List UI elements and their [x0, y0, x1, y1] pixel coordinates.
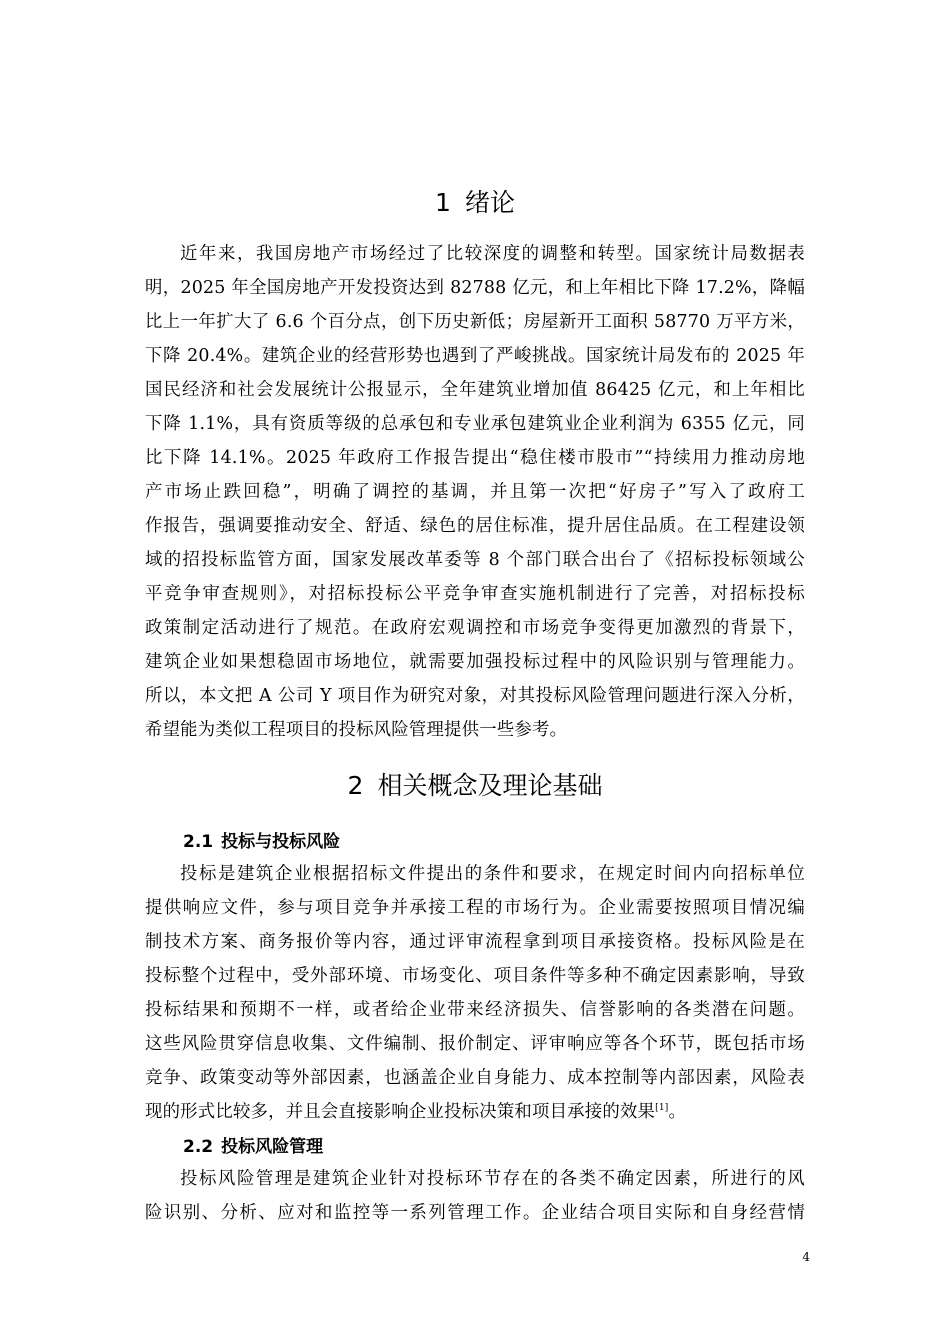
citation-ref[interactable]: [1]: [655, 1103, 669, 1114]
section-2-number: 2: [347, 771, 364, 800]
page-number: 4: [802, 1250, 810, 1264]
final-line-punct: 。: [668, 1102, 687, 1122]
section-1-paragraph: [145, 237, 805, 747]
subsection-2-1-title: 投标与投标风险: [221, 832, 341, 852]
paragraph-line: 投标整个过程中，受外部环境、市场变化、项目条件等多种不确定因素影响，导致: [145, 966, 805, 986]
paragraph-line: 建筑企业如果想稳固市场地位，就需要加强投标过程中的风险识别与管理能力。: [145, 652, 805, 672]
subsection-2-2-heading: [183, 1132, 323, 1157]
subsection-2-2-paragraph: [145, 1162, 805, 1230]
paragraph-line: 政策制定活动进行了规范。在政府宏观调控和市场竞争变得更加激烈的背景下，: [145, 618, 805, 638]
paragraph-line: 产市场止跌回稳”，明确了调控的基调，并且第一次把“好房子”写入了政府工: [145, 482, 805, 502]
paragraph-line: 制技术方案、商务报价等内容，通过评审流程拿到项目承接资格。投标风险是在: [145, 932, 805, 952]
final-line-text: 现的形式比较多，并且会直接影响企业投标决策和项目承接的效果: [145, 1102, 656, 1122]
section-1-number: 1: [435, 188, 451, 217]
paragraph-line: 所以，本文把 A 公司 Y 项目作为研究对象，对其投标风险管理问题进行深入分析，: [145, 686, 805, 706]
paragraph-line: 险识别、分析、应对和监控等一系列管理工作。企业结合项目实际和自身经营情: [145, 1203, 805, 1223]
paragraph-line: 投标是建筑企业根据招标文件提出的条件和要求，在规定时间内向招标单位: [180, 864, 805, 884]
paragraph-line: 比上一年扩大了 6.6 个百分点，创下历史新低；房屋新开工面积 58770 万平方米，: [145, 312, 805, 332]
paragraph-line: 竞争、政策变动等外部因素，也涵盖企业自身能力、成本控制等内部因素，风险表: [145, 1068, 805, 1088]
section-2-title: 相关概念及理论基础: [377, 771, 603, 800]
section-2-heading: [145, 766, 805, 802]
paragraph-line-final: [145, 1095, 805, 1129]
paragraph-line: 域的招投标监管方面，国家发展改革委等 8 个部门联合出台了《招标投标领域公: [145, 550, 805, 570]
paragraph-line: 下降 1.1%，具有资质等级的总承包和专业承包建筑业企业利润为 6355 亿元，同: [145, 414, 805, 434]
paragraph-line: 这些风险贯穿信息收集、文件编制、报价制定、评审响应等各个环节，既包括市场: [145, 1034, 805, 1054]
paragraph-line: 平竞争审查规则》，对招标投标公平竞争审查实施机制进行了完善，对招标投标: [145, 584, 805, 604]
paragraph-line: 近年来，我国房地产市场经过了比较深度的调整和转型。国家统计局数据表: [180, 244, 805, 264]
paragraph-line: 投标风险管理是建筑企业针对投标环节存在的各类不确定因素，所进行的风: [180, 1169, 805, 1189]
paragraph-line: 下降 20.4%。建筑企业的经营形势也遇到了严峻挑战。国家统计局发布的 2025 年: [145, 346, 805, 366]
paragraph-line: 希望能为类似工程项目的投标风险管理提供一些参考。: [145, 720, 568, 740]
subsection-2-1-paragraph: [145, 857, 805, 1129]
subsection-2-1-number: 2.1: [183, 832, 214, 852]
section-1-heading: [145, 183, 805, 219]
paragraph-line: 作报告，强调要推动安全、舒适、绿色的居住标准，提升居住品质。在工程建设领: [145, 516, 805, 536]
paragraph-line: 提供响应文件，参与项目竞争并承接工程的市场行为。企业需要按照项目情况编: [145, 898, 805, 918]
subsection-2-2-title: 投标风险管理: [221, 1137, 324, 1157]
subsection-2-2-number: 2.2: [183, 1137, 214, 1157]
section-1-title: 绪论: [464, 188, 515, 217]
paragraph-line: 国民经济和社会发展统计公报显示，全年建筑业增加值 86425 亿元，和上年相比: [145, 380, 805, 400]
paragraph-line: 投标结果和预期不一样，或者给企业带来经济损失、信誉影响的各类潜在问题。: [145, 1000, 805, 1020]
subsection-2-1-heading: [183, 827, 340, 852]
paragraph-line: 比下降 14.1%。2025 年政府工作报告提出“稳住楼市股市”“持续用力推动房地: [145, 448, 805, 468]
paragraph-line: 明，2025 年全国房地产开发投资达到 82788 亿元，和上年相比下降 17.2%，降幅: [145, 278, 805, 298]
